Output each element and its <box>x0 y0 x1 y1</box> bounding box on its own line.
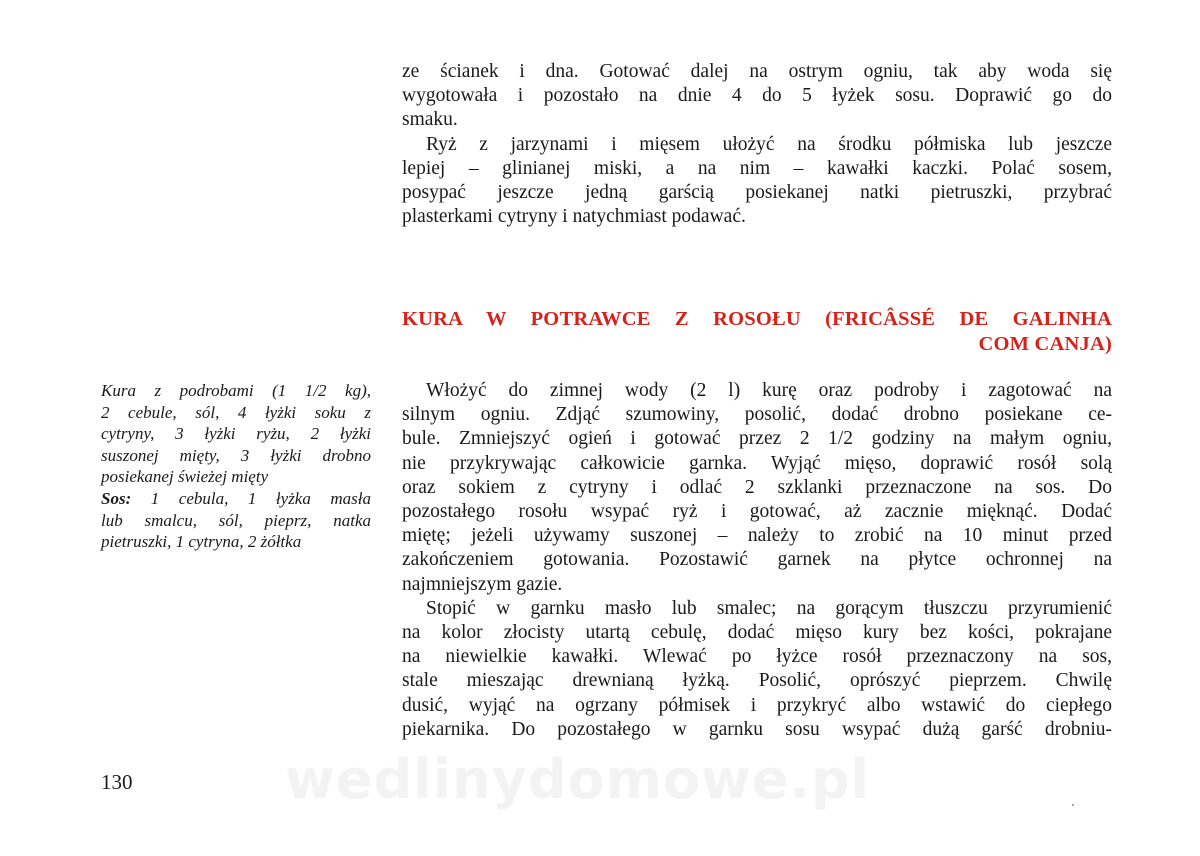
text-line: silnym ogniu. Zdjąć szumowiny, posolić, dodać drobno posiekane ce- <box>402 404 1112 426</box>
text-line: smaku. <box>402 109 458 131</box>
text-line: nie przykrywając całkowicie garnka. Wyjąć mięso, doprawić rosół solą <box>402 452 1112 474</box>
text-line: pozostałego rosołu wsypać ryż i gotować, aż zacznie mięknąć. Dodać <box>402 501 1112 523</box>
ingredients-line: suszonej mięty, 3 łyżki drobno <box>101 445 371 465</box>
ingredients-line: 2 cebule, sól, 4 łyżki soku z <box>101 402 371 422</box>
text-line: Stopić w garnku masło lub smalec; na gorącym tłuszczu przyrumienić <box>426 597 1112 619</box>
recipe-title-line1: KURA W POTRAWCE Z ROSOŁU (FRICÂSSÉ DE GALINHA <box>402 308 1112 330</box>
text-line: najmniejszym gazie. <box>402 573 563 595</box>
ingredients-line: cytryny, 3 łyżki ryżu, 2 łyżki <box>101 424 371 444</box>
text-line: posypać jeszcze jedną garścią posiekanej natki pietruszki, przybrać <box>402 182 1112 204</box>
ingredients-line: Kura z podrobami (1 1/2 kg), <box>101 381 371 400</box>
text-line: piekarnika. Do pozostałego w garnku sosu wsypać dużą garść drobniu- <box>402 718 1112 740</box>
text-line: lepiej – glinianej miski, a na nim – kawałki kaczki. Polać sosem, <box>402 157 1112 179</box>
recipe-title <box>402 307 1112 357</box>
text-line: Włożyć do zimnej wody (2 l) kurę oraz podroby i zagotować na <box>426 380 1112 401</box>
text-line: bule. Zmniejszyć ogień i gotować przez 2 1/2 godziny na małym ogniu, <box>402 428 1112 450</box>
sauce-label: Sos: <box>101 488 132 508</box>
text-line: oraz sokiem z cytryny i odlać 2 szklanki przeznaczone na sos. Do <box>402 476 1112 498</box>
recipe-title-line2: COM CANJA) <box>978 333 1112 355</box>
text-line: wygotowała i pozostało na dnie 4 do 5 łyżek sosu. Doprawić go do <box>402 85 1112 107</box>
text-line: zakończeniem gotowania. Pozostawić garnek na płytce ochronnej na <box>402 549 1112 571</box>
sauce-ingredients-line: lub smalcu, sól, pieprz, natka <box>101 510 371 530</box>
text-line: na kolor złocisty utartą cebulę, dodać mięso kury bez kości, pokrajane <box>402 622 1112 644</box>
recipe-body <box>402 379 1112 742</box>
ingredients-list <box>101 380 371 553</box>
watermark: wedlinydomowe.pl <box>285 748 871 811</box>
print-speck <box>1072 804 1074 806</box>
text-line: stale mieszając drewnianą łyżką. Posolić, oprószyć pieprzem. Chwilę <box>402 670 1112 692</box>
text-line: dusić, wyjąć na ogrzany półmisek i przykryć albo wstawić do ciepłego <box>402 694 1112 716</box>
text-line: miętę; jeżeli używamy suszonej – należy to zrobić na 10 minut przed <box>402 525 1112 547</box>
sauce-ingredients-line: pietruszki, 1 cytryna, 2 żółtka <box>101 532 302 552</box>
ingredients-line: posiekanej świeżej mięty <box>101 467 269 487</box>
text-line: plasterkami cytryny i natychmiast podawać. <box>402 206 746 228</box>
sauce-ingredients-line <box>101 488 371 510</box>
top-text-block <box>402 60 1112 229</box>
text-line: Ryż z jarzynami i mięsem ułożyć na środku półmiska lub jeszcze <box>426 133 1112 155</box>
text-line: ze ścianek i dna. Gotować dalej na ostrym ogniu, tak aby woda się <box>402 61 1112 82</box>
text-line: na niewielkie kawałki. Wlewać po łyżce rosół przeznaczony na sos, <box>402 646 1112 668</box>
page-number: 130 <box>101 770 133 794</box>
sauce-ingredients-text: 1 cebula, 1 łyżka masła <box>131 488 371 508</box>
